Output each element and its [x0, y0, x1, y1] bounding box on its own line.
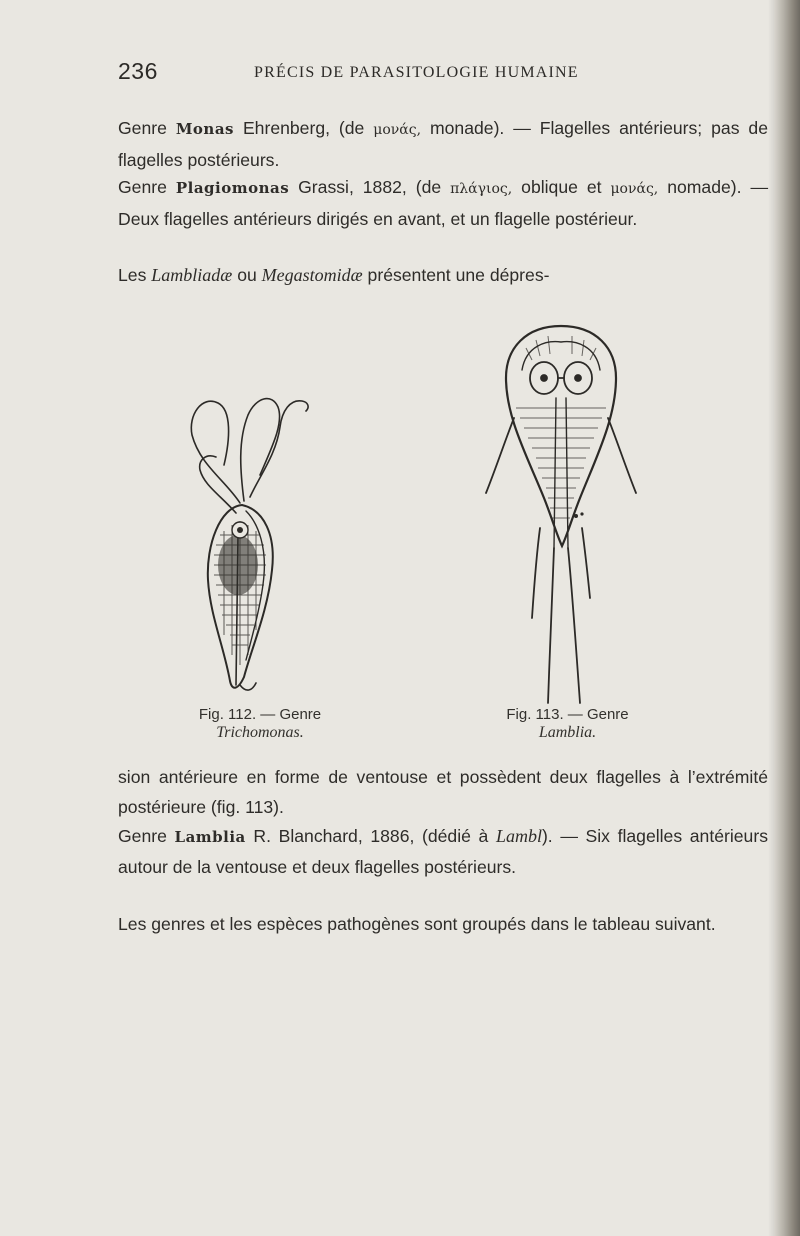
- figure-lamblia: [476, 318, 646, 710]
- paragraph-text: nomade). — Deux flagelles antérieurs dirigés en avant, et un flagelle postérieur.: [118, 177, 769, 229]
- paragraph-text: monade). — Flagelles antérieurs; pas de flagelles postérieurs.: [118, 118, 768, 170]
- caption-genus: Trichomonas.: [216, 724, 304, 741]
- paragraph-continuation: [118, 763, 768, 822]
- italic-term: Megastomidæ: [261, 265, 363, 285]
- paragraph-text: Les: [118, 265, 147, 285]
- genus-name-plagiomonas: Plagiomonas: [175, 179, 290, 197]
- caption-line: Fig. 113. — Genre: [506, 706, 629, 723]
- caption-genus: Lamblia.: [538, 724, 597, 741]
- genus-label: Genre: [118, 826, 167, 846]
- paragraph-text: présentent une dépres-: [367, 265, 550, 285]
- paragraph-text: sion antérieure en forme de ventouse et possèdent deux flagelles à l’extrémité postérieure (fig. 113).: [118, 767, 768, 817]
- paragraph-plagiomonas: [118, 173, 768, 234]
- greek-word: πλάγιος,: [450, 181, 513, 197]
- paragraph-text: Ehrenberg, (de: [242, 118, 365, 138]
- greek-word: μονάς,: [610, 181, 659, 197]
- page-header: [118, 60, 758, 90]
- genus-label: Genre: [118, 177, 167, 197]
- greek-word: μονάς,: [373, 122, 422, 138]
- paragraph-text: Les genres et les espèces pathogènes sont groupés dans le tableau suivant.: [118, 914, 716, 934]
- paragraph-text: Grassi, 1882, (de: [298, 177, 442, 197]
- caption-fig-112: [165, 706, 355, 742]
- lamblia-illustration: [476, 318, 646, 710]
- genus-label: Genre: [118, 118, 167, 138]
- paragraph-text: ). — Six flagelles antérieurs autour de la ventouse et deux flagelles postérieurs.: [118, 826, 768, 877]
- figure-trichomonas: [180, 385, 320, 705]
- page-edge-shadow: [774, 0, 800, 1236]
- paragraph-monas: [118, 114, 768, 175]
- italic-term: Lambliadæ: [151, 265, 233, 285]
- paragraph-lambliadae: [118, 261, 768, 291]
- paragraph-lamblia: [118, 822, 768, 882]
- page-number: 236: [118, 58, 158, 84]
- caption-fig-113: [480, 706, 655, 742]
- trichomonas-illustration: [180, 385, 320, 705]
- paragraph-text: oblique et: [521, 177, 602, 197]
- paragraph-text: R. Blanchard, 1886, (dédié à: [253, 826, 489, 846]
- caption-line: Fig. 112. — Genre: [198, 706, 322, 723]
- genus-name-lamblia: Lamblia: [174, 828, 246, 846]
- paragraph-tableau: [118, 910, 768, 940]
- paragraph-text: ou: [237, 265, 257, 285]
- italic-term: Lambl: [495, 826, 542, 846]
- running-title: PRÉCIS DE PARASITOLOGIE HUMAINE: [254, 64, 579, 81]
- genus-name-monas: Monas: [175, 120, 235, 138]
